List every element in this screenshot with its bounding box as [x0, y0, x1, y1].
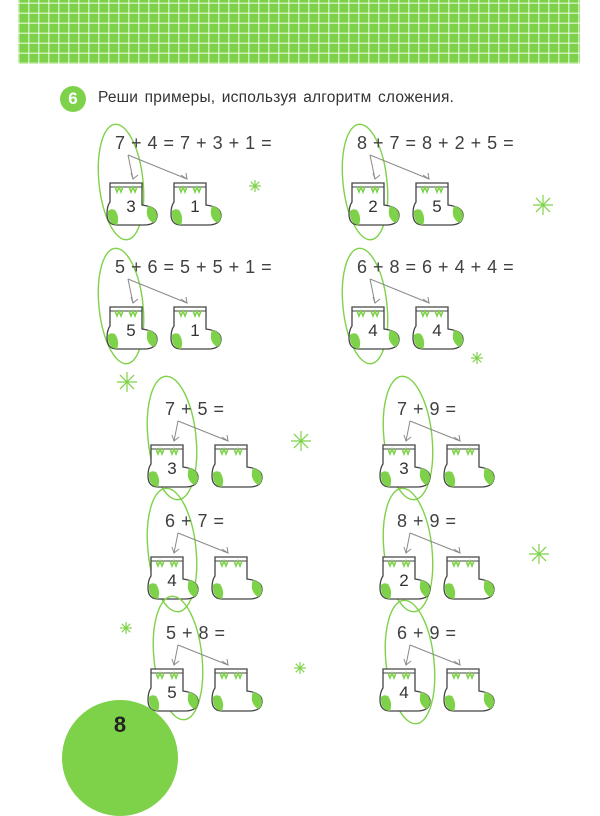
sock-left-number: 3 [167, 459, 177, 478]
sock-left-number: 2 [399, 571, 409, 590]
sock-left-number: 2 [368, 197, 378, 216]
snowflake-icon [249, 180, 261, 192]
snowflake-icon [117, 372, 137, 392]
snowflake-icon [533, 195, 553, 215]
sock-right-number: 1 [190, 197, 200, 216]
example-expression: 8 + 7 = 8 + 2 + 5 = [357, 133, 515, 153]
snowflake-icon [291, 431, 311, 451]
sock-left-number: 4 [399, 683, 409, 702]
sock-left-number: 4 [368, 321, 378, 340]
sock-left-number: 4 [167, 571, 177, 590]
snowflake-icon [471, 352, 483, 364]
example-expression: 7 + 5 = [165, 399, 225, 419]
split-arrow [410, 645, 460, 665]
page-number: 8 [113, 712, 127, 737]
sock-left-number: 5 [167, 683, 177, 702]
sock-right [212, 557, 262, 599]
sock-right-number: 4 [432, 321, 442, 340]
sock-right [444, 557, 494, 599]
example-expression: 6 + 7 = [165, 511, 225, 531]
split-arrow [410, 533, 460, 553]
sock-right-number: 1 [190, 321, 200, 340]
sock-right [212, 445, 262, 487]
task-instruction: Реши примеры, используя алгоритм сложения. [98, 89, 455, 106]
split-arrow [178, 533, 228, 553]
example-expression: 7 + 4 = 7 + 3 + 1 = [115, 133, 273, 153]
split-arrow [410, 421, 460, 441]
snowflake-icon [529, 544, 549, 564]
sock-left-number: 5 [126, 321, 136, 340]
sock-left-number: 3 [126, 197, 136, 216]
snowflake-icon [120, 622, 132, 634]
sock-right [444, 445, 494, 487]
example-expression: 6 + 9 = [397, 623, 457, 643]
sock-right-number: 5 [432, 197, 442, 216]
snowflake-icon [294, 662, 306, 674]
split-arrow [178, 421, 228, 441]
example-expression: 8 + 9 = [397, 511, 457, 531]
sock-right [212, 669, 262, 711]
example-expression: 5 + 8 = [166, 623, 226, 643]
sock-left-number: 3 [399, 459, 409, 478]
example-expression: 5 + 6 = 5 + 5 + 1 = [115, 257, 273, 277]
task-number-badge: 6 [60, 86, 86, 112]
sock-right [444, 669, 494, 711]
example-expression: 6 + 8 = 6 + 4 + 4 = [357, 257, 515, 277]
example-expression: 7 + 9 = [397, 399, 457, 419]
